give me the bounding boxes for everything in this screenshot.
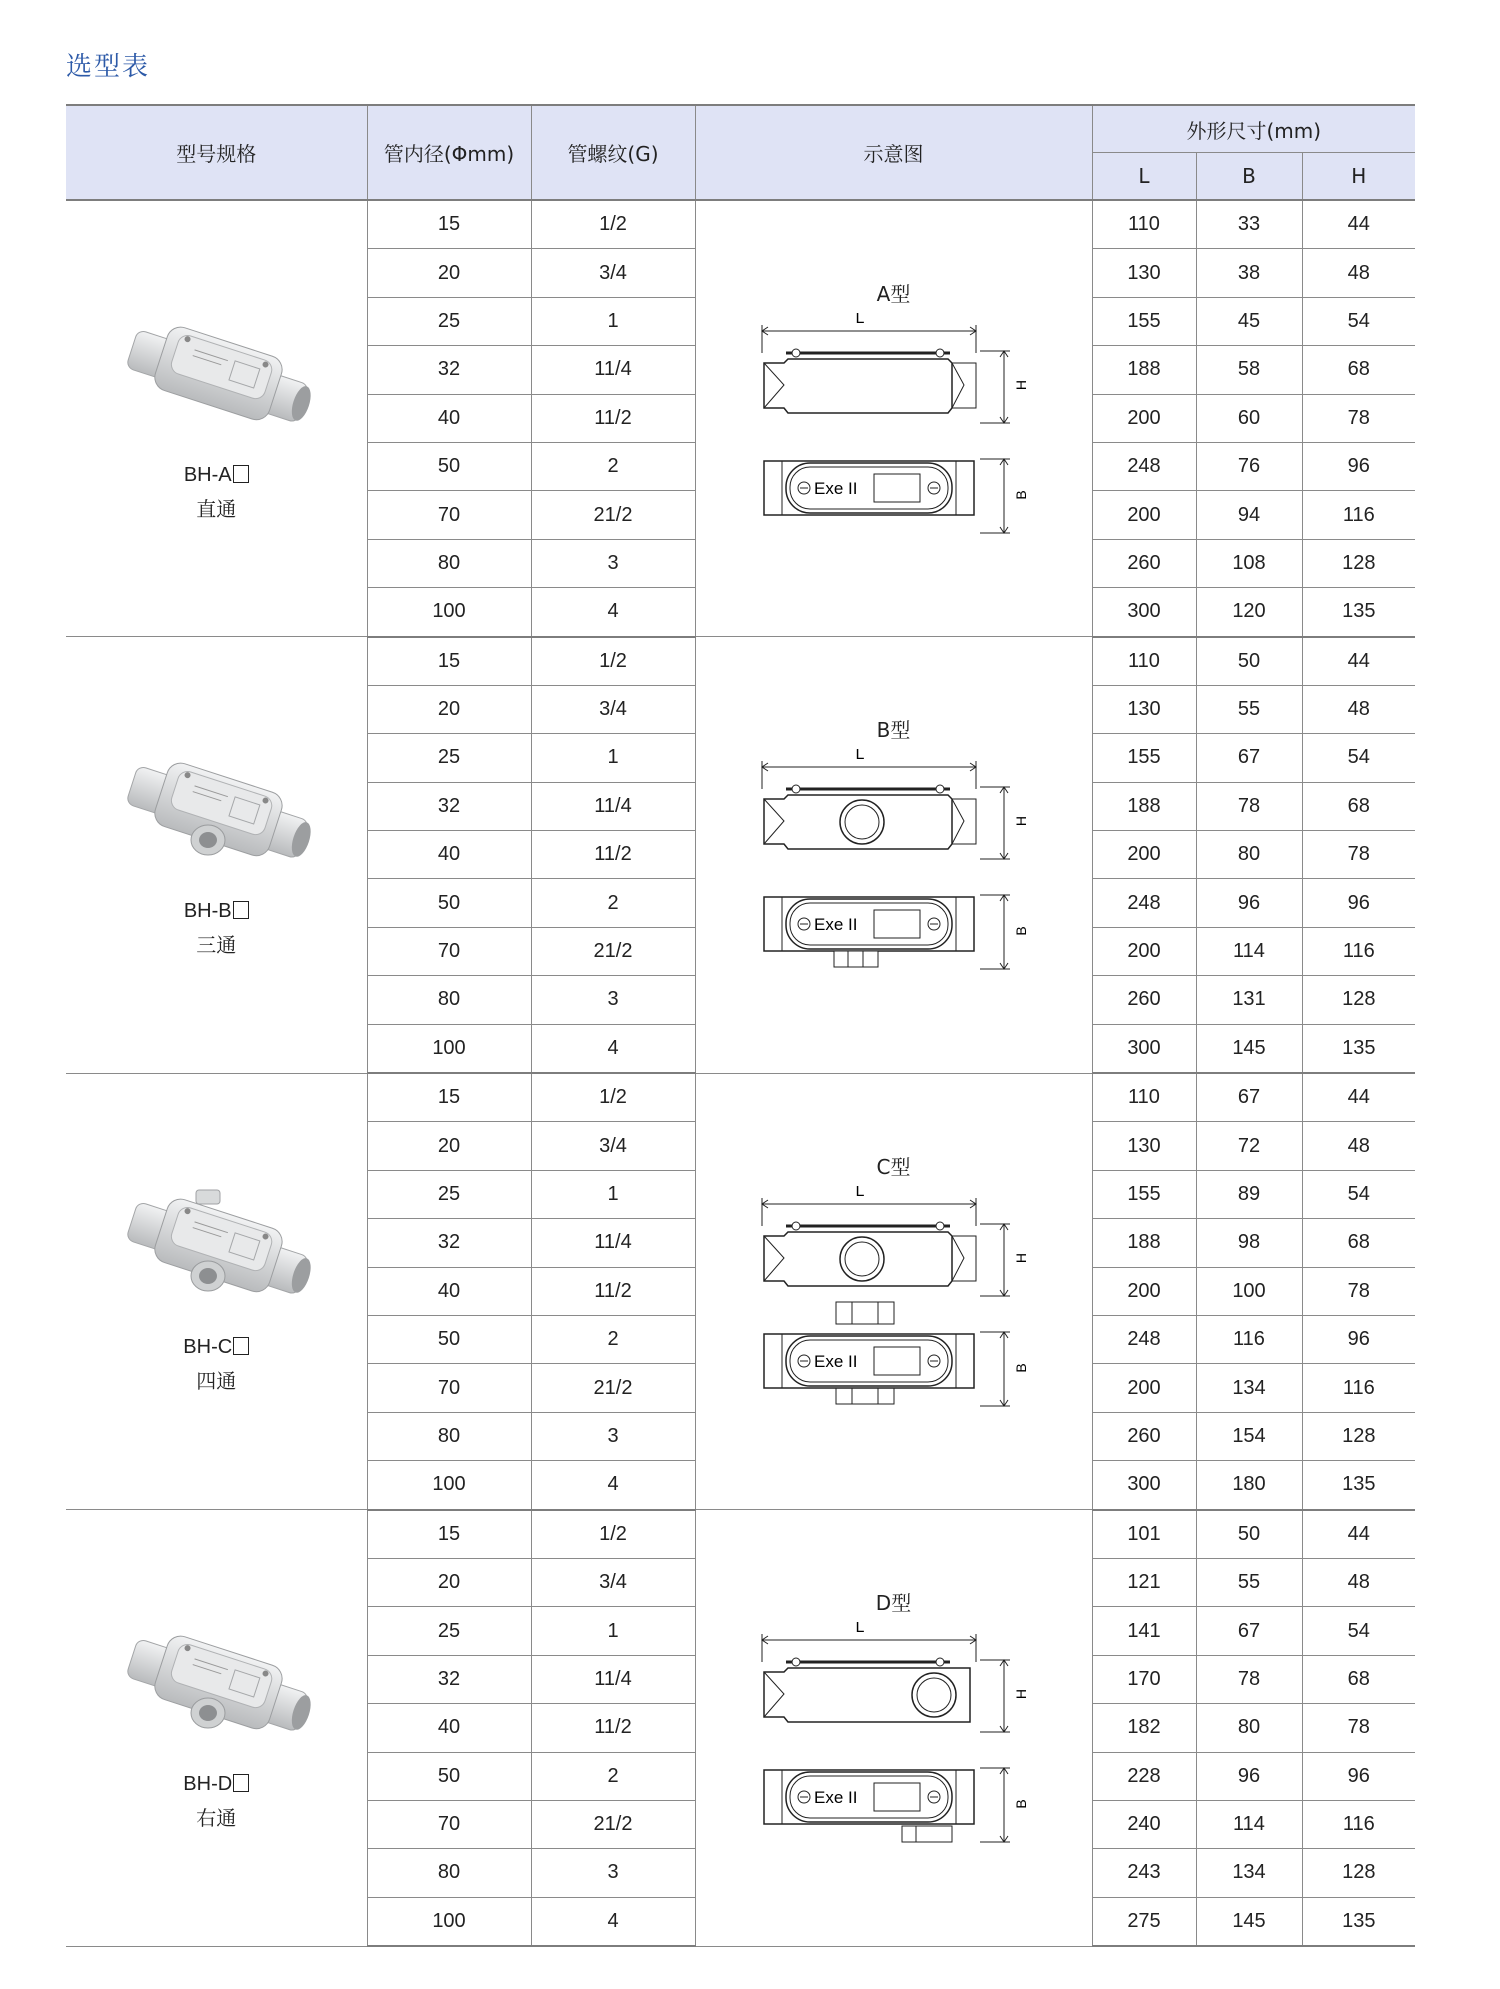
cell-dim-l: 110 bbox=[1092, 637, 1196, 686]
cell-thread: 21/2 bbox=[531, 1800, 695, 1848]
cell-inner-diameter: 100 bbox=[367, 1461, 531, 1510]
cell-dim-h: 96 bbox=[1302, 1315, 1415, 1363]
cell-dim-l: 300 bbox=[1092, 588, 1196, 637]
product-cell bbox=[66, 637, 367, 1074]
cell-dim-l: 300 bbox=[1092, 1024, 1196, 1073]
cell-thread: 1 bbox=[531, 297, 695, 345]
cell-thread: 3/4 bbox=[531, 1558, 695, 1606]
cell-dim-l: 200 bbox=[1092, 1364, 1196, 1412]
cell-dim-l: 200 bbox=[1092, 927, 1196, 975]
cell-dim-l: 243 bbox=[1092, 1849, 1196, 1897]
cell-thread: 21/2 bbox=[531, 491, 695, 539]
header-thread: 管螺纹(G) bbox=[531, 105, 695, 200]
cell-inner-diameter: 80 bbox=[367, 976, 531, 1024]
cell-dim-l: 155 bbox=[1092, 1170, 1196, 1218]
diagram-label-h: H bbox=[1012, 816, 1029, 827]
cell-inner-diameter: 25 bbox=[367, 1170, 531, 1218]
header-dim-b: B bbox=[1196, 153, 1302, 201]
cell-thread: 4 bbox=[531, 1897, 695, 1946]
product-code: BH-C bbox=[183, 1336, 249, 1359]
diagram-cell bbox=[695, 200, 1092, 637]
cell-dim-l: 101 bbox=[1092, 1510, 1196, 1559]
cell-dim-l: 260 bbox=[1092, 539, 1196, 587]
diagram-title: C型 bbox=[876, 1154, 911, 1179]
cell-dim-b: 108 bbox=[1196, 539, 1302, 587]
header-dim-h: H bbox=[1302, 153, 1415, 201]
blank-box-icon bbox=[233, 901, 249, 919]
product-photo bbox=[116, 1188, 316, 1318]
header-dimensions: 外形尺寸(mm) bbox=[1092, 105, 1415, 153]
cell-dim-b: 55 bbox=[1196, 685, 1302, 733]
cell-dim-l: 121 bbox=[1092, 1558, 1196, 1606]
product-photo bbox=[116, 316, 316, 446]
cell-dim-b: 67 bbox=[1196, 1607, 1302, 1655]
cell-inner-diameter: 50 bbox=[367, 879, 531, 927]
cell-inner-diameter: 20 bbox=[367, 1558, 531, 1606]
cell-dim-l: 188 bbox=[1092, 782, 1196, 830]
product-type: 三通 bbox=[196, 932, 237, 957]
diagram-label-b: B bbox=[1012, 1799, 1029, 1809]
cell-thread: 3 bbox=[531, 1849, 695, 1897]
cell-thread: 11/2 bbox=[531, 1267, 695, 1315]
cell-inner-diameter: 80 bbox=[367, 1412, 531, 1460]
cell-thread: 4 bbox=[531, 1461, 695, 1510]
product-type: 四通 bbox=[196, 1369, 237, 1394]
cell-dim-b: 131 bbox=[1196, 976, 1302, 1024]
cell-dim-h: 135 bbox=[1302, 1024, 1415, 1073]
cell-thread: 2 bbox=[531, 1752, 695, 1800]
cell-thread: 3 bbox=[531, 976, 695, 1024]
cell-dim-h: 48 bbox=[1302, 685, 1415, 733]
cell-dim-b: 50 bbox=[1196, 637, 1302, 686]
cell-inner-diameter: 40 bbox=[367, 394, 531, 442]
cell-thread: 11/4 bbox=[531, 346, 695, 394]
diagram-cell bbox=[695, 1073, 1092, 1510]
cell-thread: 2 bbox=[531, 442, 695, 490]
cell-inner-diameter: 100 bbox=[367, 588, 531, 637]
cell-thread: 11/4 bbox=[531, 1219, 695, 1267]
cell-dim-b: 50 bbox=[1196, 1510, 1302, 1559]
page-title: 选型表 bbox=[66, 52, 151, 82]
cell-inner-diameter: 15 bbox=[367, 637, 531, 686]
diagram-label-h: H bbox=[1012, 1689, 1029, 1700]
cell-inner-diameter: 20 bbox=[367, 685, 531, 733]
cell-dim-b: 98 bbox=[1196, 1219, 1302, 1267]
table-row bbox=[66, 1510, 1415, 1559]
cell-dim-h: 68 bbox=[1302, 1219, 1415, 1267]
cell-inner-diameter: 32 bbox=[367, 782, 531, 830]
cell-dim-h: 135 bbox=[1302, 588, 1415, 637]
cell-inner-diameter: 70 bbox=[367, 1364, 531, 1412]
cell-dim-l: 155 bbox=[1092, 734, 1196, 782]
product-photo bbox=[116, 1625, 316, 1755]
cell-thread: 1 bbox=[531, 1607, 695, 1655]
cell-dim-h: 68 bbox=[1302, 782, 1415, 830]
cell-dim-b: 67 bbox=[1196, 734, 1302, 782]
cell-dim-l: 248 bbox=[1092, 879, 1196, 927]
diagram-label-b: B bbox=[1012, 490, 1029, 500]
diagram-cell bbox=[695, 637, 1092, 1074]
cell-inner-diameter: 70 bbox=[367, 1800, 531, 1848]
type-diagram bbox=[744, 313, 1044, 553]
header-diagram: 示意图 bbox=[695, 105, 1092, 200]
diagram-title: A型 bbox=[876, 282, 911, 306]
cell-inner-diameter: 25 bbox=[367, 1607, 531, 1655]
cell-dim-h: 54 bbox=[1302, 1607, 1415, 1655]
cell-thread: 11/2 bbox=[531, 1704, 695, 1752]
blank-box-icon bbox=[233, 1774, 249, 1792]
cell-inner-diameter: 15 bbox=[367, 200, 531, 249]
cell-inner-diameter: 50 bbox=[367, 1315, 531, 1363]
cell-dim-l: 155 bbox=[1092, 297, 1196, 345]
cell-dim-l: 228 bbox=[1092, 1752, 1196, 1800]
cell-inner-diameter: 20 bbox=[367, 249, 531, 297]
cell-dim-l: 141 bbox=[1092, 1607, 1196, 1655]
product-type: 右通 bbox=[196, 1805, 237, 1830]
cell-dim-b: 45 bbox=[1196, 297, 1302, 345]
cell-dim-l: 275 bbox=[1092, 1897, 1196, 1946]
cell-dim-h: 54 bbox=[1302, 734, 1415, 782]
cell-dim-l: 182 bbox=[1092, 1704, 1196, 1752]
type-diagram bbox=[744, 1622, 1044, 1862]
cell-thread: 11/2 bbox=[531, 394, 695, 442]
cell-dim-h: 54 bbox=[1302, 297, 1415, 345]
cell-dim-h: 128 bbox=[1302, 1849, 1415, 1897]
cell-dim-h: 96 bbox=[1302, 1752, 1415, 1800]
cell-dim-b: 72 bbox=[1196, 1122, 1302, 1170]
cell-thread: 4 bbox=[531, 588, 695, 637]
cell-dim-h: 78 bbox=[1302, 1267, 1415, 1315]
exe-mark: Exe II bbox=[813, 915, 857, 935]
diagram-label-h: H bbox=[1012, 379, 1029, 391]
cell-dim-h: 44 bbox=[1302, 637, 1415, 686]
cell-thread: 1/2 bbox=[531, 1510, 695, 1559]
cell-dim-h: 128 bbox=[1302, 1412, 1415, 1460]
diagram-label-l: L bbox=[855, 1622, 864, 1637]
cell-dim-b: 78 bbox=[1196, 1655, 1302, 1703]
cell-dim-h: 116 bbox=[1302, 927, 1415, 975]
cell-dim-h: 44 bbox=[1302, 200, 1415, 249]
cell-dim-b: 60 bbox=[1196, 394, 1302, 442]
cell-inner-diameter: 15 bbox=[367, 1510, 531, 1559]
cell-dim-b: 67 bbox=[1196, 1073, 1302, 1122]
blank-box-icon bbox=[233, 465, 249, 483]
diagram-title: B型 bbox=[876, 718, 911, 743]
cell-dim-l: 130 bbox=[1092, 249, 1196, 297]
cell-dim-b: 134 bbox=[1196, 1849, 1302, 1897]
cell-inner-diameter: 50 bbox=[367, 1752, 531, 1800]
cell-dim-h: 68 bbox=[1302, 346, 1415, 394]
diagram-label-l: L bbox=[855, 749, 864, 764]
cell-dim-h: 96 bbox=[1302, 442, 1415, 490]
product-code: BH-B bbox=[184, 900, 249, 923]
selection-table bbox=[66, 104, 1415, 1947]
cell-dim-h: 44 bbox=[1302, 1073, 1415, 1122]
cell-dim-l: 110 bbox=[1092, 1073, 1196, 1122]
product-cell bbox=[66, 1073, 367, 1510]
cell-thread: 1/2 bbox=[531, 637, 695, 686]
header-model: 型号规格 bbox=[66, 105, 367, 200]
cell-dim-b: 33 bbox=[1196, 200, 1302, 249]
cell-inner-diameter: 80 bbox=[367, 1849, 531, 1897]
cell-thread: 3 bbox=[531, 1412, 695, 1460]
cell-thread: 11/2 bbox=[531, 831, 695, 879]
cell-dim-h: 68 bbox=[1302, 1655, 1415, 1703]
cell-dim-b: 96 bbox=[1196, 879, 1302, 927]
cell-dim-l: 240 bbox=[1092, 1800, 1196, 1848]
cell-inner-diameter: 70 bbox=[367, 491, 531, 539]
cell-thread: 21/2 bbox=[531, 1364, 695, 1412]
cell-dim-l: 188 bbox=[1092, 1219, 1196, 1267]
cell-dim-h: 128 bbox=[1302, 976, 1415, 1024]
cell-dim-h: 54 bbox=[1302, 1170, 1415, 1218]
type-diagram bbox=[744, 1186, 1044, 1426]
table-row bbox=[66, 1073, 1415, 1122]
cell-inner-diameter: 32 bbox=[367, 346, 531, 394]
product-code: BH-A bbox=[184, 464, 249, 487]
cell-dim-h: 116 bbox=[1302, 491, 1415, 539]
cell-dim-h: 116 bbox=[1302, 1800, 1415, 1848]
diagram-label-l: L bbox=[855, 313, 864, 327]
cell-dim-h: 78 bbox=[1302, 831, 1415, 879]
cell-dim-b: 154 bbox=[1196, 1412, 1302, 1460]
cell-dim-b: 96 bbox=[1196, 1752, 1302, 1800]
cell-dim-b: 180 bbox=[1196, 1461, 1302, 1510]
cell-dim-h: 135 bbox=[1302, 1461, 1415, 1510]
cell-thread: 11/4 bbox=[531, 1655, 695, 1703]
cell-dim-h: 78 bbox=[1302, 394, 1415, 442]
cell-thread: 1/2 bbox=[531, 200, 695, 249]
cell-dim-b: 134 bbox=[1196, 1364, 1302, 1412]
cell-dim-l: 248 bbox=[1092, 442, 1196, 490]
cell-dim-b: 114 bbox=[1196, 1800, 1302, 1848]
cell-dim-b: 76 bbox=[1196, 442, 1302, 490]
cell-dim-l: 260 bbox=[1092, 976, 1196, 1024]
cell-thread: 3 bbox=[531, 539, 695, 587]
cell-dim-b: 80 bbox=[1196, 831, 1302, 879]
cell-thread: 1 bbox=[531, 1170, 695, 1218]
cell-dim-h: 135 bbox=[1302, 1897, 1415, 1946]
cell-dim-b: 145 bbox=[1196, 1897, 1302, 1946]
cell-inner-diameter: 40 bbox=[367, 831, 531, 879]
exe-mark: Exe II bbox=[813, 1351, 857, 1371]
blank-box-icon bbox=[233, 1337, 249, 1355]
cell-dim-b: 78 bbox=[1196, 782, 1302, 830]
diagram-title: D型 bbox=[875, 1591, 912, 1616]
cell-thread: 1/2 bbox=[531, 1073, 695, 1122]
cell-inner-diameter: 80 bbox=[367, 539, 531, 587]
cell-inner-diameter: 25 bbox=[367, 297, 531, 345]
diagram-label-h: H bbox=[1012, 1252, 1029, 1263]
cell-thread: 2 bbox=[531, 1315, 695, 1363]
cell-dim-l: 200 bbox=[1092, 1267, 1196, 1315]
cell-dim-b: 89 bbox=[1196, 1170, 1302, 1218]
cell-dim-l: 248 bbox=[1092, 1315, 1196, 1363]
product-cell bbox=[66, 1510, 367, 1947]
cell-inner-diameter: 32 bbox=[367, 1655, 531, 1703]
cell-dim-l: 130 bbox=[1092, 685, 1196, 733]
cell-dim-h: 96 bbox=[1302, 879, 1415, 927]
cell-thread: 4 bbox=[531, 1024, 695, 1073]
cell-dim-b: 114 bbox=[1196, 927, 1302, 975]
product-cell bbox=[66, 200, 367, 637]
cell-inner-diameter: 50 bbox=[367, 442, 531, 490]
cell-dim-h: 48 bbox=[1302, 1558, 1415, 1606]
cell-thread: 3/4 bbox=[531, 685, 695, 733]
diagram-label-b: B bbox=[1012, 926, 1029, 936]
exe-mark: Exe II bbox=[813, 479, 857, 498]
product-type: 直通 bbox=[196, 496, 237, 521]
diagram-cell bbox=[695, 1510, 1092, 1947]
cell-inner-diameter: 40 bbox=[367, 1704, 531, 1752]
table-row bbox=[66, 200, 1415, 249]
exe-mark: Exe II bbox=[813, 1788, 857, 1808]
header-inner-diameter: 管内径(Φmm) bbox=[367, 105, 531, 200]
cell-dim-l: 110 bbox=[1092, 200, 1196, 249]
cell-dim-b: 58 bbox=[1196, 346, 1302, 394]
product-photo bbox=[116, 752, 316, 882]
cell-inner-diameter: 100 bbox=[367, 1897, 531, 1946]
cell-dim-h: 116 bbox=[1302, 1364, 1415, 1412]
cell-thread: 2 bbox=[531, 879, 695, 927]
cell-thread: 1 bbox=[531, 734, 695, 782]
cell-inner-diameter: 100 bbox=[367, 1024, 531, 1073]
cell-inner-diameter: 25 bbox=[367, 734, 531, 782]
cell-inner-diameter: 40 bbox=[367, 1267, 531, 1315]
cell-dim-b: 80 bbox=[1196, 1704, 1302, 1752]
cell-dim-b: 120 bbox=[1196, 588, 1302, 637]
cell-dim-l: 200 bbox=[1092, 831, 1196, 879]
cell-thread: 21/2 bbox=[531, 927, 695, 975]
cell-dim-b: 100 bbox=[1196, 1267, 1302, 1315]
header-dim-l: L bbox=[1092, 153, 1196, 201]
cell-inner-diameter: 15 bbox=[367, 1073, 531, 1122]
cell-dim-h: 48 bbox=[1302, 1122, 1415, 1170]
cell-thread: 3/4 bbox=[531, 249, 695, 297]
cell-dim-l: 260 bbox=[1092, 1412, 1196, 1460]
cell-dim-b: 94 bbox=[1196, 491, 1302, 539]
cell-dim-b: 145 bbox=[1196, 1024, 1302, 1073]
cell-inner-diameter: 32 bbox=[367, 1219, 531, 1267]
cell-dim-b: 38 bbox=[1196, 249, 1302, 297]
table-row bbox=[66, 637, 1415, 686]
type-diagram bbox=[744, 749, 1044, 989]
cell-dim-h: 48 bbox=[1302, 249, 1415, 297]
cell-dim-l: 188 bbox=[1092, 346, 1196, 394]
cell-dim-b: 116 bbox=[1196, 1315, 1302, 1363]
diagram-label-l: L bbox=[855, 1185, 864, 1200]
cell-thread: 3/4 bbox=[531, 1122, 695, 1170]
cell-dim-l: 170 bbox=[1092, 1655, 1196, 1703]
cell-dim-h: 128 bbox=[1302, 539, 1415, 587]
cell-dim-l: 130 bbox=[1092, 1122, 1196, 1170]
cell-dim-l: 200 bbox=[1092, 394, 1196, 442]
cell-dim-l: 300 bbox=[1092, 1461, 1196, 1510]
cell-thread: 11/4 bbox=[531, 782, 695, 830]
diagram-label-b: B bbox=[1012, 1363, 1029, 1373]
cell-inner-diameter: 70 bbox=[367, 927, 531, 975]
cell-dim-h: 78 bbox=[1302, 1704, 1415, 1752]
cell-dim-b: 55 bbox=[1196, 1558, 1302, 1606]
cell-dim-h: 44 bbox=[1302, 1510, 1415, 1559]
cell-dim-l: 200 bbox=[1092, 491, 1196, 539]
cell-inner-diameter: 20 bbox=[367, 1122, 531, 1170]
product-code: BH-D bbox=[183, 1773, 249, 1796]
